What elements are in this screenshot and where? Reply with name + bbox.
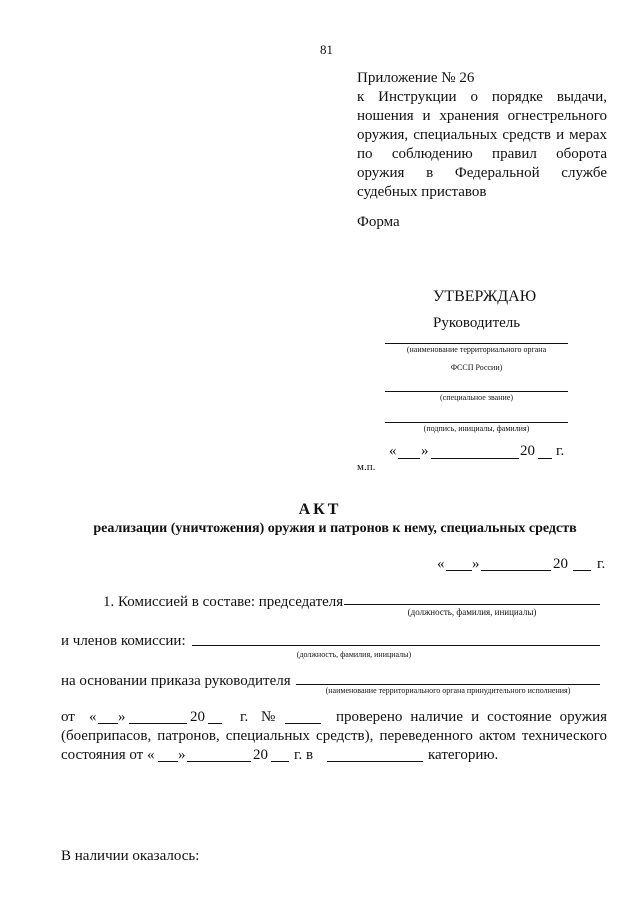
approval-date-year: 20 [520, 443, 535, 459]
approval-title: УТВЕРЖДАЮ [433, 288, 537, 305]
commission-label: 1. Комиссией в составе: председателя [103, 594, 344, 610]
members-caption: (должность, фамилия, инициалы) [296, 650, 412, 659]
approval-date-year-blank [538, 458, 552, 459]
p3-c: 20 [253, 747, 268, 763]
appendix-line-2: ношения и хранения огнестрельного [357, 108, 607, 124]
act-date-month-blank [481, 570, 551, 571]
p3-category-blank [327, 761, 423, 762]
p3-year-blank [271, 761, 289, 762]
p3-month-blank [187, 761, 251, 762]
act-date-year: 20 [553, 556, 568, 572]
order-blank [296, 684, 600, 685]
act-date-suffix: г. [597, 556, 606, 572]
act-date-open: « [437, 556, 445, 572]
found-label: В наличии оказалось: [61, 848, 200, 864]
p1-year-blank [208, 723, 222, 724]
appendix-line-5: оружия в Федеральной службе [357, 165, 607, 181]
order-caption: (наименование территориального органа принудительного исполнения) [325, 686, 571, 695]
p1-month-blank [129, 723, 187, 724]
line-org [385, 343, 568, 344]
p3-e: категорию. [428, 747, 499, 763]
p3-d: г. в [294, 747, 314, 763]
commission-caption: (должность, фамилия, инициалы) [407, 607, 537, 617]
p1-g: г. [240, 709, 249, 725]
p1-close: » [118, 709, 126, 725]
p3-b: » [178, 747, 186, 763]
approval-date-suffix: г. [556, 443, 565, 459]
p1-from: от [61, 709, 75, 725]
act-date-year-blank [573, 570, 591, 571]
p2-text: (боеприпасов, патронов, специальных средств), переведенного актом технического [61, 728, 607, 744]
appendix-line-1: к Инструкции о порядке выдачи, [357, 89, 607, 105]
appendix-line-3: оружия, специальных средств и мерах [357, 127, 607, 143]
appendix-title: Приложение № 26 [357, 70, 475, 86]
p1-year: 20 [190, 709, 205, 725]
p1-open: « [89, 709, 97, 725]
caption-signature: (подпись, инициалы, фамилия) [423, 424, 530, 433]
appendix-line-4: по соблюдению правил оборота [357, 146, 607, 162]
approval-date-close: » [421, 443, 429, 459]
approval-date-month-blank [431, 458, 519, 459]
p3-a: состояния от « [61, 747, 155, 763]
appendix-line-6: судебных приставов [357, 184, 487, 200]
line-signature [385, 422, 568, 423]
approval-date-day-blank [398, 458, 420, 459]
page-number: 81 [320, 42, 333, 57]
act-title: АКТ [298, 501, 342, 518]
approval-date-open: « [389, 443, 397, 459]
p1-no: № [261, 709, 276, 725]
members-blank [192, 645, 600, 646]
approval-position: Руководитель [433, 315, 521, 331]
p1-day-blank [98, 723, 118, 724]
act-date-close: » [472, 556, 480, 572]
commission-blank [344, 604, 600, 605]
line-rank [385, 391, 568, 392]
caption-org-2: ФССП России) [450, 363, 503, 372]
p1-number-blank [285, 723, 321, 724]
order-label: на основании приказа руководителя [61, 673, 291, 689]
caption-rank: (специальное звание) [440, 393, 513, 402]
caption-org-1: (наименование территориального органа [406, 345, 547, 354]
form-label: Форма [357, 214, 400, 230]
members-label: и членов комиссии: [61, 633, 186, 649]
p1-rest: проверено наличие и состояние оружия [336, 709, 607, 725]
act-date-day-blank [446, 570, 472, 571]
stamp-label: м.п. [357, 461, 376, 473]
p3-day-blank [158, 761, 178, 762]
act-subtitle: реализации (уничтожения) оружия и патронов к нему, специальных средств [93, 521, 577, 536]
